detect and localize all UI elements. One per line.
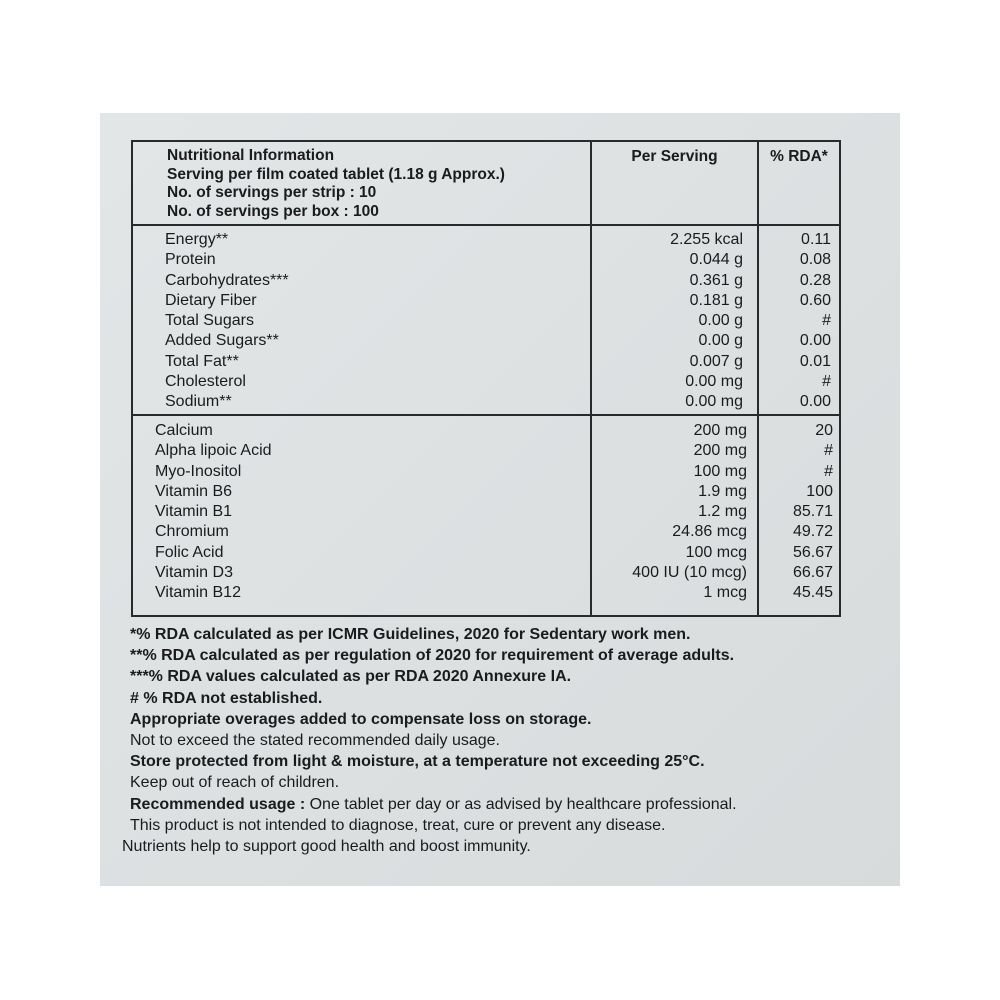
per-serving-header: Per Serving	[591, 141, 758, 225]
row-value: 1 mcg	[703, 584, 747, 602]
row-value: 0.361 g	[689, 271, 743, 289]
micro-names	[132, 415, 591, 616]
row-name: Cholesterol	[165, 373, 246, 391]
row-name: Vitamin B12	[155, 584, 241, 602]
row-value: 1.2 mg	[698, 503, 747, 521]
row-name: Added Sugars**	[165, 332, 279, 350]
row-rda: 45.45	[792, 584, 833, 602]
row-value: 24.86 mcg	[672, 523, 747, 541]
row-value: 0.181 g	[689, 291, 743, 309]
serving-size: Serving per film coated tablet (1.18 g Approx.)	[167, 165, 505, 183]
row-rda: 0.00	[799, 393, 831, 411]
row-rda: 85.71	[792, 503, 833, 521]
row-value: 2.255 kcal	[670, 231, 743, 248]
micro-rda	[758, 415, 840, 616]
row-rda: #	[822, 373, 831, 391]
row-rda: 56.67	[792, 543, 833, 561]
row-rda: #	[824, 442, 833, 460]
row-rda: 0.08	[799, 251, 831, 269]
footnote-annexure: ***% RDA values calculated as per RDA 2020 Annexure IA.	[130, 668, 572, 686]
table-header-row	[132, 141, 840, 225]
row-value: 0.007 g	[689, 352, 743, 370]
table-title: Nutritional Information	[167, 147, 335, 164]
row-rda: 0.11	[801, 231, 831, 248]
row-name: Dietary Fiber	[165, 291, 257, 309]
row-value: 0.00 mg	[685, 373, 743, 391]
row-name: Vitamin D3	[155, 564, 233, 582]
row-value: 100 mg	[693, 462, 747, 480]
storage-note: Store protected from light & moisture, at a temperature not exceeding 25°C.	[130, 753, 705, 771]
immunity-note: Nutrients help to support good health and boost immunity.	[122, 838, 531, 856]
row-rda: 0.00	[799, 332, 831, 350]
micronutrient-section	[132, 415, 840, 616]
row-name: Carbohydrates***	[165, 271, 289, 289]
row-rda: 100	[806, 482, 833, 500]
usage-limit-note: Not to exceed the stated recommended daily usage.	[130, 732, 500, 750]
disclaimer: This product is not intended to diagnose, treat, cure or prevent any disease.	[130, 816, 666, 834]
children-warning: Keep out of reach of children.	[130, 774, 340, 792]
row-name: Energy**	[165, 231, 229, 248]
row-name: Sodium**	[165, 393, 232, 411]
servings-per-strip: No. of servings per strip : 10	[167, 184, 377, 201]
row-value: 0.00 g	[698, 332, 743, 350]
row-value: 200 mg	[693, 442, 747, 460]
row-name: Protein	[165, 251, 216, 269]
row-value: 100 mcg	[685, 543, 747, 561]
row-rda: #	[822, 312, 831, 330]
macronutrient-section	[132, 225, 840, 415]
footnotes	[122, 624, 897, 857]
row-rda: 0.01	[799, 352, 831, 370]
macro-values	[591, 225, 758, 415]
row-value: 200 mg	[693, 422, 747, 439]
usage-label: Recommended usage :	[130, 795, 306, 813]
row-value: 0.00 mg	[685, 393, 743, 411]
macro-names	[132, 225, 591, 415]
row-rda: 66.67	[792, 564, 833, 582]
usage-text: One tablet per day or as advised by healthcare professional.	[305, 795, 737, 813]
row-name: Vitamin B6	[155, 482, 233, 500]
row-value: 1.9 mg	[698, 482, 747, 500]
row-rda: 0.60	[799, 291, 831, 309]
micro-values	[591, 415, 758, 616]
row-name: Calcium	[155, 422, 213, 439]
row-name: Alpha lipoic Acid	[155, 442, 272, 460]
macro-rda	[758, 225, 840, 415]
servings-per-box: No. of servings per box : 100	[167, 202, 379, 220]
row-rda: 20	[815, 422, 833, 439]
row-name: Folic Acid	[155, 543, 224, 561]
recommended-usage	[122, 794, 897, 815]
footnote-not-established: # % RDA not established.	[130, 689, 323, 707]
row-name: Vitamin B1	[155, 503, 233, 521]
rda-header: % RDA*	[758, 141, 840, 225]
footnote-regulation: **% RDA calculated as per regulation of 2020 for requirement of average adults.	[130, 647, 735, 665]
nutrition-table	[131, 140, 841, 617]
row-name: Myo-Inositol	[155, 462, 242, 480]
row-value: 400 IU (10 mcg)	[632, 564, 747, 582]
footnote-icmr: *% RDA calculated as per ICMR Guidelines, 2020 for Sedentary work men.	[130, 626, 691, 643]
row-value: 0.044 g	[689, 251, 743, 269]
row-rda: #	[824, 462, 833, 480]
row-name: Total Fat**	[165, 352, 239, 370]
row-rda: 0.28	[799, 271, 831, 289]
header-info-cell	[132, 141, 591, 225]
row-rda: 49.72	[792, 523, 833, 541]
row-name: Chromium	[155, 523, 229, 541]
row-name: Total Sugars	[165, 312, 254, 330]
overages-note: Appropriate overages added to compensate loss on storage.	[130, 710, 592, 728]
row-value: 0.00 g	[698, 312, 743, 330]
